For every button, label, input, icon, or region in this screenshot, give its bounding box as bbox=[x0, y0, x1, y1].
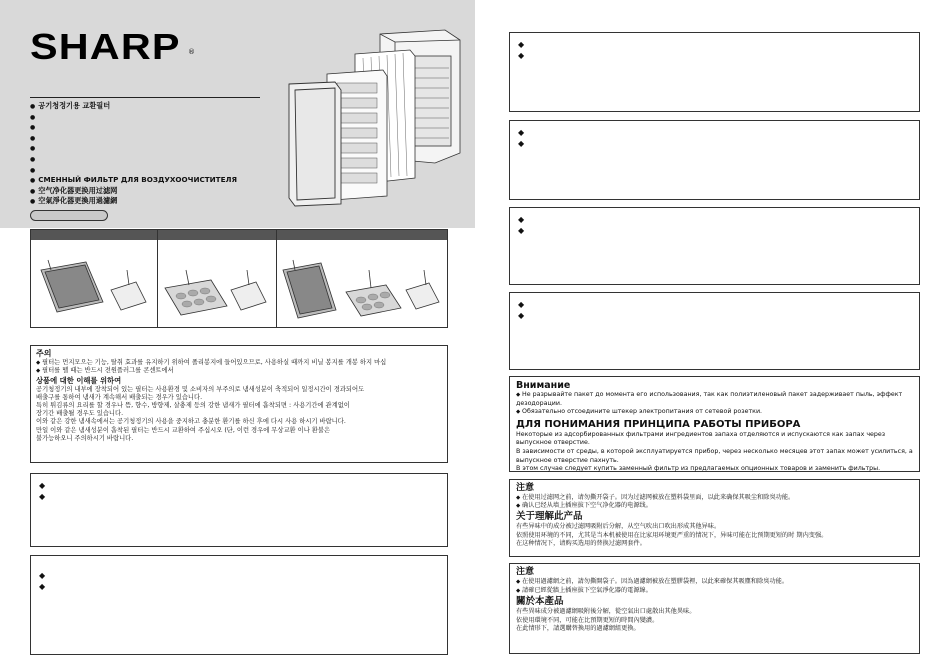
notice-box-blank bbox=[30, 555, 448, 655]
title-lang-6 bbox=[30, 154, 237, 165]
bullet-marker: ◆ bbox=[39, 571, 46, 580]
title-lang-7 bbox=[30, 165, 237, 176]
chinese-simplified-understanding-heading: 关于理解此产品 bbox=[516, 511, 583, 523]
notice-box-blank bbox=[509, 207, 920, 285]
korean-paragraph-3: 특히 튀김류의 요리를 할 경우나 뜸, 향수, 방향제, 살충제 등의 강한 냄새가 필터에 흡착되면 : 사용기간에 관계없이 bbox=[36, 402, 350, 410]
bullet-marker: ◆ bbox=[518, 300, 525, 309]
title-lang-2 bbox=[30, 112, 237, 123]
chinese-traditional-bullet-1: ◆ 在使用過濾網之前，請勿撕開袋子。因為過濾網被放在塑膠袋裡，以此來確保其吸塵和除臭功能。 bbox=[516, 578, 913, 587]
chinese-traditional-about-heading: 關於本產品 bbox=[516, 596, 564, 608]
korean-bullet-2: ◆ 필터를 뗄 때는 반드시 전원플러그를 콘센트에서 bbox=[36, 367, 442, 375]
bullet-marker: ◆ bbox=[518, 40, 525, 49]
bullet-marker: ◆ bbox=[518, 128, 525, 137]
russian-caution-heading: Внимание bbox=[516, 380, 571, 391]
leaflet-icon bbox=[231, 270, 266, 310]
title-chinese-simplified: ● 空气净化器更换用过滤网 bbox=[30, 186, 237, 197]
chinese-traditional-paragraph-3: 在此情形下，請選購替換用的過濾網組更換。 bbox=[516, 625, 640, 633]
korean-caution-heading: 주의 bbox=[36, 349, 52, 358]
leaflet-icon bbox=[406, 270, 439, 309]
hepa-filter-icon bbox=[41, 260, 103, 312]
chinese-traditional-paragraph-1: 有些異味成分被過濾網吸附後分解，從空氣出口處散出其他異味。 bbox=[516, 608, 696, 616]
russian-bullet-2: ◆ Обязательно отсоедините штекер электропитания от сетевой розетки. bbox=[516, 408, 913, 417]
russian-understanding-heading: ДЛЯ ПОНИМАНИЯ ПРИНЦИПА РАБОТЫ ПРИБОРА bbox=[516, 418, 801, 430]
sharp-logo: SHARP bbox=[30, 26, 181, 67]
bullet-marker: ◆ bbox=[39, 492, 46, 501]
korean-paragraph-7: 불가능하오니 주의하시기 바랍니다. bbox=[36, 434, 134, 442]
korean-paragraph-2: 배출구를 통하여 냄새가 계속해서 배출되는 경우가 있습니다. bbox=[36, 393, 203, 401]
russian-paragraph-3: В этом случае следует купить заменный фильтр из предлагаемых опционных товаров и заменить фильтры. bbox=[516, 465, 881, 473]
russian-caution-box bbox=[509, 376, 920, 472]
korean-caution-box bbox=[30, 345, 448, 463]
air-purifier-exploded-illustration bbox=[285, 28, 465, 208]
title-russian: ● СМЕННЫЙ ФИЛЬТР ДЛЯ ВОЗДУХООЧИСТИТЕЛЯ bbox=[30, 175, 237, 186]
chinese-simplified-paragraph-3: 在这种情况下，请购买选用的替换过滤网套件。 bbox=[516, 539, 646, 547]
bullet-marker: ◆ bbox=[39, 582, 46, 591]
chinese-simplified-bullet-1: ◆ 在使用过滤网之前，请勿撕开袋子。因为过滤网被放在塑料袋里面，以此来确保其吸尘和除臭功能。 bbox=[516, 494, 913, 502]
chinese-traditional-caution-box bbox=[509, 563, 920, 654]
notice-box-blank bbox=[509, 292, 920, 370]
leaflet-icon bbox=[111, 270, 146, 310]
bullet-marker: ◆ bbox=[518, 139, 525, 148]
filter-kit-illustrations bbox=[31, 230, 449, 329]
title-lang-5 bbox=[30, 143, 237, 154]
notice-box-blank bbox=[30, 473, 448, 547]
chinese-traditional-paragraph-2: 依使用環境不同，可能在比預期更短的時間內變濃。 bbox=[516, 616, 659, 624]
chinese-simplified-bullet-2: ◆ 确认已经从墙上插座拔下空气净化器的电源线。 bbox=[516, 502, 913, 510]
chinese-simplified-paragraph-1: 有些异味中的成分被过滤网吸附后分解，从空气吹出口吹出形成其他异味。 bbox=[516, 523, 721, 531]
bullet-marker: ◆ bbox=[518, 311, 525, 320]
filter-contents-table bbox=[30, 229, 448, 328]
bullet-marker: ◆ bbox=[518, 215, 525, 224]
russian-paragraph-1: Некоторые из адсорбированных фильтрами ингредиентов запаха отделяются и испускаются как запах через выпускное отверстие. bbox=[516, 430, 886, 447]
front-panel bbox=[289, 82, 341, 206]
deodorizing-filter-icon bbox=[165, 270, 227, 315]
bullet-marker: ◆ bbox=[518, 51, 525, 60]
korean-paragraph-5: 이와 같은 강한 냄새속에서는 공기청정기의 사용을 중지하고 충분한 환기를 하신 후에 다시 사용 하시기 바랍니다. bbox=[36, 418, 346, 426]
chinese-traditional-bullet-2: ◆ 請確已經從牆上插座拔下空氣淨化器的電源線。 bbox=[516, 587, 913, 596]
registered-mark: ® bbox=[188, 48, 195, 56]
title-chinese-traditional: ● 空氣淨化器更換用過濾網 bbox=[30, 196, 237, 207]
russian-bullet-1: ◆ Не разрывайте пакет до момента его использования, так как полиэтиленовый пакет задерживает пыль, эффект дезодорации. bbox=[516, 391, 913, 408]
bullet-marker: ◆ bbox=[518, 226, 525, 235]
bullet-marker: ◆ bbox=[39, 481, 46, 490]
title-korean: ● 공기청정기용 교환필터 bbox=[30, 101, 237, 112]
korean-paragraph-4: 장기간 배출될 경우도 있습니다. bbox=[36, 410, 124, 418]
section-pill-label bbox=[30, 210, 108, 221]
title-lang-4 bbox=[30, 133, 237, 144]
chinese-simplified-paragraph-2: 依照使用环境的不同，尤其是当本机被使用在比家用环境更严重的情况下，异味可能在比预期更短的时 期内变强。 bbox=[516, 531, 828, 539]
notice-box-blank bbox=[509, 32, 920, 112]
title-lang-3 bbox=[30, 122, 237, 133]
notice-box-blank bbox=[509, 120, 920, 200]
chinese-traditional-heading: 注意 bbox=[516, 567, 535, 577]
product-title-list bbox=[30, 101, 237, 207]
korean-paragraph-6: 만일 이와 같은 냄새성분이 흡착된 필터는 반드시 교환하여 주십시오 (단, 이런 경우에 무상교환 이나 환불은 bbox=[36, 426, 331, 434]
title-divider bbox=[30, 97, 260, 98]
russian-paragraph-2: В зависимости от среды, в которой эксплуатируется прибор, через несколько месяцев этот запах может усилиться, а выпускное отверстие пахнуть. bbox=[516, 447, 913, 464]
chinese-simplified-caution-box bbox=[509, 479, 920, 557]
chinese-simplified-heading: 注意 bbox=[516, 483, 535, 493]
korean-understanding-heading: 상품에 대한 이해를 위하여 bbox=[36, 376, 122, 386]
korean-paragraph-1: 공기청정기의 내부에 장착되어 있는 필터는 사용환경 및 소비자의 부주의로 냄새성분이 축적되어 일정시간이 경과되어도 bbox=[36, 385, 365, 393]
hepa-filter-icon bbox=[283, 260, 336, 318]
deodorizing-filter-icon bbox=[346, 270, 401, 316]
korean-bullet-1: ◆ 필터는 먼지모으는 기능, 탈취 효과를 유지하기 위하여 폴리봉지에 들어있으므로, 사용하실 때까지 비닐 봉지를 개봉 하지 마십 bbox=[36, 359, 442, 367]
